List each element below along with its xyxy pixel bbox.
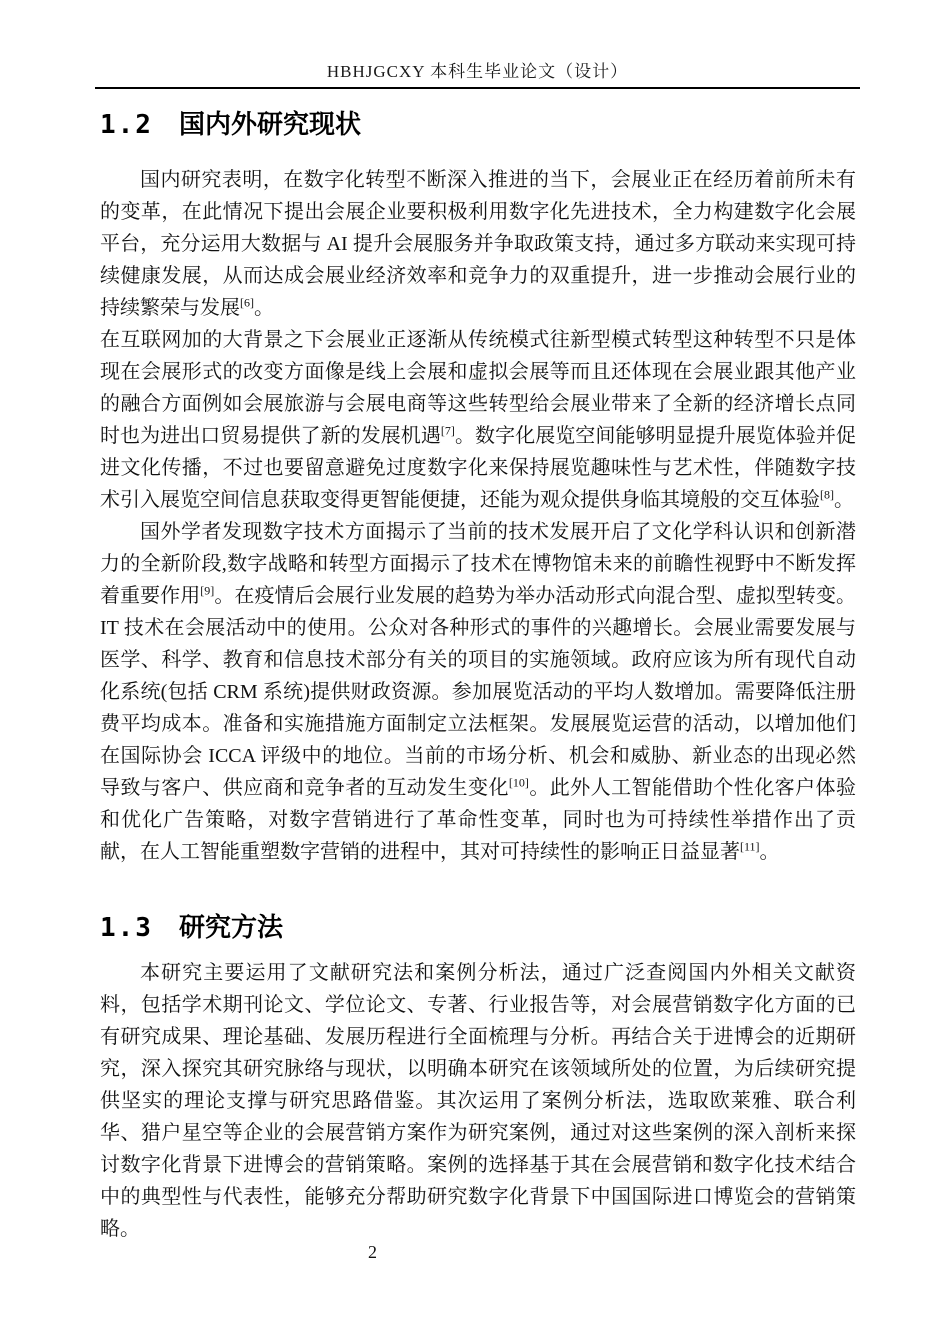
section-1.2 <box>100 107 856 868</box>
page-number: 2 <box>368 1242 377 1262</box>
section-1.3 <box>100 910 856 1245</box>
text-run: 。数字化展览空间能够明显提升展览体验并促进文化传播，不过也要留意避免过度数字化来保持展览趣味性与艺术性，伴随数字技术引入展览空间信息获取变得更智能便捷，还能为观众提供身临其境般的交互体验 <box>100 425 857 511</box>
heading-title: 国内外研究现状 <box>178 109 361 139</box>
text-run: 在互联网加的大背景之下会展业正逐渐从传统模式往新型模式转型这种转型不只是体现在会展形式的改变方面像是线上会展和虚拟会展等而且还体现在会展业跟其他产业的融合方面例如会展旅游与会展电商等这些转型给会展业带来了全新的经济增长点同时也为进出口贸易提供了新的发展机遇 <box>100 329 856 447</box>
citation-ref: [9] <box>200 583 215 598</box>
header-title: HBHJGCXY 本科生毕业论文（设计） <box>326 62 629 81</box>
heading-number: 1.3 <box>100 913 153 943</box>
text-run: 国内研究表明，在数字化转型不断深入推进的当下，会展业正在经历着前所未有的变革，在此情况下提出会展企业要积极利用数字化先进技术，全力构建数字化会展平台，充分运用大数据与 AI 提升会展服务并争取政策支持，通过多方联动来实现可持续健康发展，从而达成会展业经济效率和竞争力的双重提升，进一步推动会展行业的持续繁荣与发展 <box>100 169 856 319</box>
page-header <box>95 0 860 89</box>
heading-title: 研究方法 <box>178 912 283 942</box>
heading-number: 1.2 <box>100 110 153 140</box>
section-heading <box>100 910 856 945</box>
text-run: 。 <box>759 841 780 863</box>
citation-ref: [11] <box>740 839 760 854</box>
text-run: 本研究主要运用了文献研究法和案例分析法，通过广泛查阅国内外相关文献资料，包括学术期刊论文、学位论文、专著、行业报告等，对会展营销数字化方面的已有研究成果、理论基础、发展历程进行全面梳理与分析。再结合关于进博会的近期研究，深入探究其研究脉络与现状，以明确本研究在该领域所处的位置，为后续研究提供坚实的理论支撑与研究思路借鉴。其次运用了案例分析法，选取欧莱雅、联合利华、猎户星空等企业的会展营销方案作为研究案例，通过对这些案例的深入剖析来探讨数字化背景下进博会的营销策略。案例的选择基于其在会展营销和数字化技术结合中的典型性与代表性，能够充分帮助研究数字化背景下中国国际进口博览会的营销策略。 <box>100 962 856 1240</box>
page-footer <box>368 1242 377 1263</box>
text-run: 。在疫情后会展行业发展的趋势为举办活动形式向混合型、虚拟型转变。 IT 技术在会展活动中的使用。公众对各种形式的事件的兴趣增长。会展业需要发展与医学、科学、教育和信息技术部分有关的项目的实施领域。政府应该为所有现代自动化系统(包括 CRM 系统)提供财政资源。参加展览活动的平均人数增加。需要降低注册费平均成本。准备和实施措施方面制定立法框架。发展展览运营的活动，以增加他们在国际协会 ICCA 评级中的地位。当前的市场分析、机会和威胁、新业态的出现必然导致与客户、供应商和竞争者的互动发生变化 <box>100 585 857 799</box>
paragraph <box>100 164 856 324</box>
section-heading <box>100 107 856 142</box>
citation-ref: [6] <box>240 295 254 310</box>
citation-ref: [7] <box>440 423 455 438</box>
paragraph <box>100 957 856 1245</box>
citation-ref: [10] <box>508 775 529 790</box>
text-run: 。 <box>254 297 274 319</box>
paragraph <box>100 516 856 868</box>
text-run: 。 <box>834 489 854 511</box>
text-run: 国外学者发现数字技术方面揭示了当前的技术发展开启了文化学科认识和创新潜力的全新阶段,数字战略和转型方面揭示了技术在博物馆未来的前瞻性视野中不断发挥着重要作用 <box>100 521 856 607</box>
text-run: 。此外人工智能借助个性化客户体验和优化广告策略，对数字营销进行了革命性变革，同时也为可持续性举措作出了贡献，在人工智能重塑数字营销的进程中，其对可持续性的影响正日益显著 <box>100 777 857 863</box>
citation-ref: [8] <box>820 487 834 502</box>
paragraph <box>100 324 856 516</box>
document-body <box>100 107 856 1245</box>
